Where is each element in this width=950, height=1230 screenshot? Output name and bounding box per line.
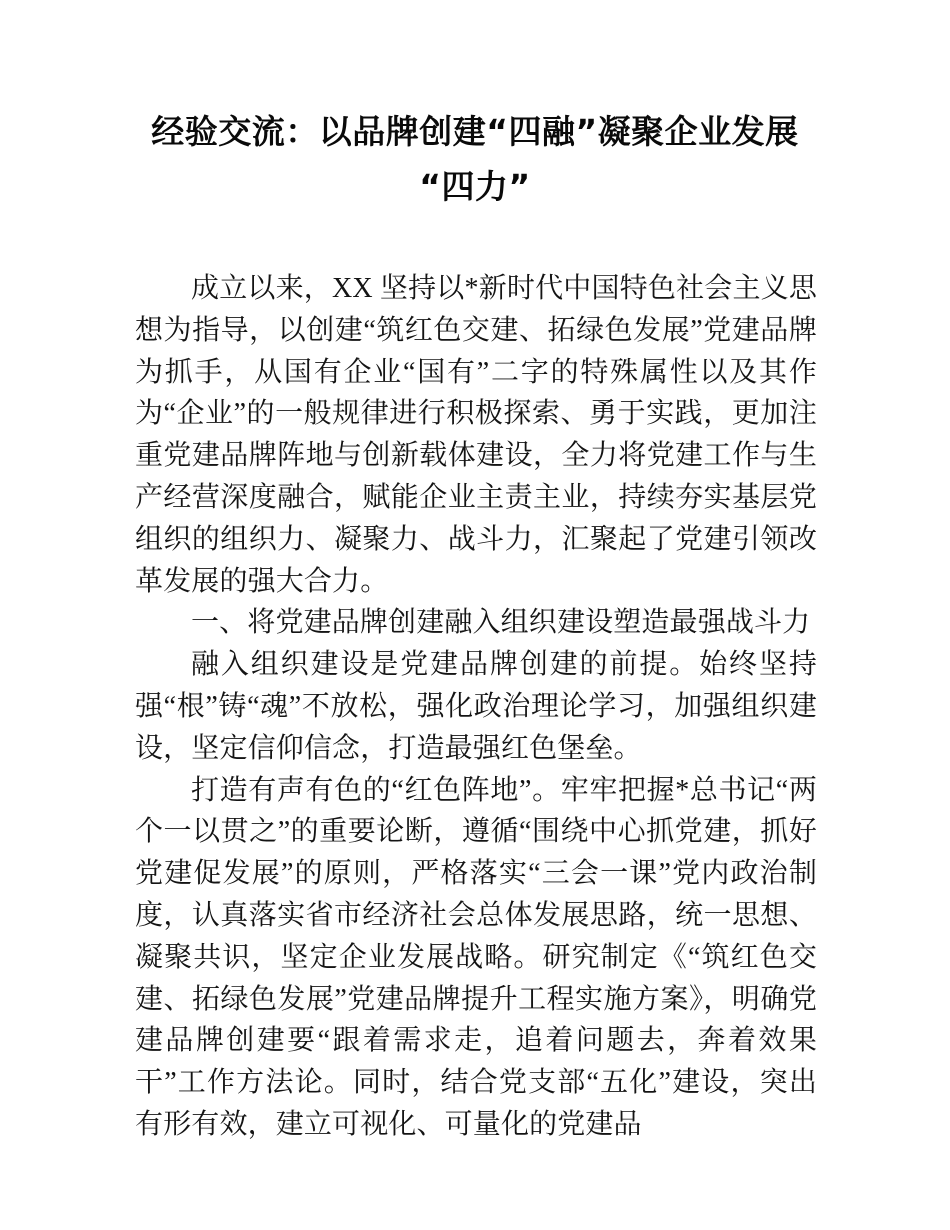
page-title-line-1: 经验交流：以品牌创建“四融”凝聚企业发展	[151, 112, 799, 151]
paragraph-intro: 成立以来，XX 坚持以*新时代中国特色社会主义思想为指导，以创建“筑红色交建、拓绿色发展”党建品牌为抓手，从国有企业“国有”二字的特殊属性以及其作为“企业”的一般规律进行积极探索、勇于实践，更加注重党建品牌阵地与创新载体建设，全力将党建工作与生产经营深度融合，赋能企业主责主业，持续夯实基层党组织的组织力、凝聚力、战斗力，汇聚起了党建引领改革发展的强大合力。	[135, 273, 817, 597]
page-title-line-2: “四力”	[419, 167, 531, 206]
paragraph-section-1-body-1: 打造有声有色的“红色阵地”。牢牢把握*总书记“两个一以贯之”的重要论断，遵循“围绕中心抓党建，抓好党建促发展”的原则，严格落实“三会一课”党内政治制度，认真落实省市经济社会总体发展思路，统一思想、凝聚共识，坚定企业发展战略。研究制定《“筑红色交建、拓绿色发展”党建品牌提升工程实施方案》，明确党建品牌创建要“跟着需求走，追着问题去，奔着效果干”工作方法论。同时，结合党支部“五化”建设，突出有形有效，建立可视化、可量化的党建品	[135, 774, 817, 1140]
document-body	[135, 268, 817, 1146]
page-title	[135, 104, 815, 214]
paragraph-section-1-lead: 融入组织建设是党建品牌创建的前提。始终坚持强“根”铸“魂”不放松，强化政治理论学习，加强组织建设，坚定信仰信念，打造最强红色堡垒。	[135, 649, 817, 764]
section-heading-1: 一、将党建品牌创建融入组织建设塑造最强战斗力	[191, 607, 811, 639]
